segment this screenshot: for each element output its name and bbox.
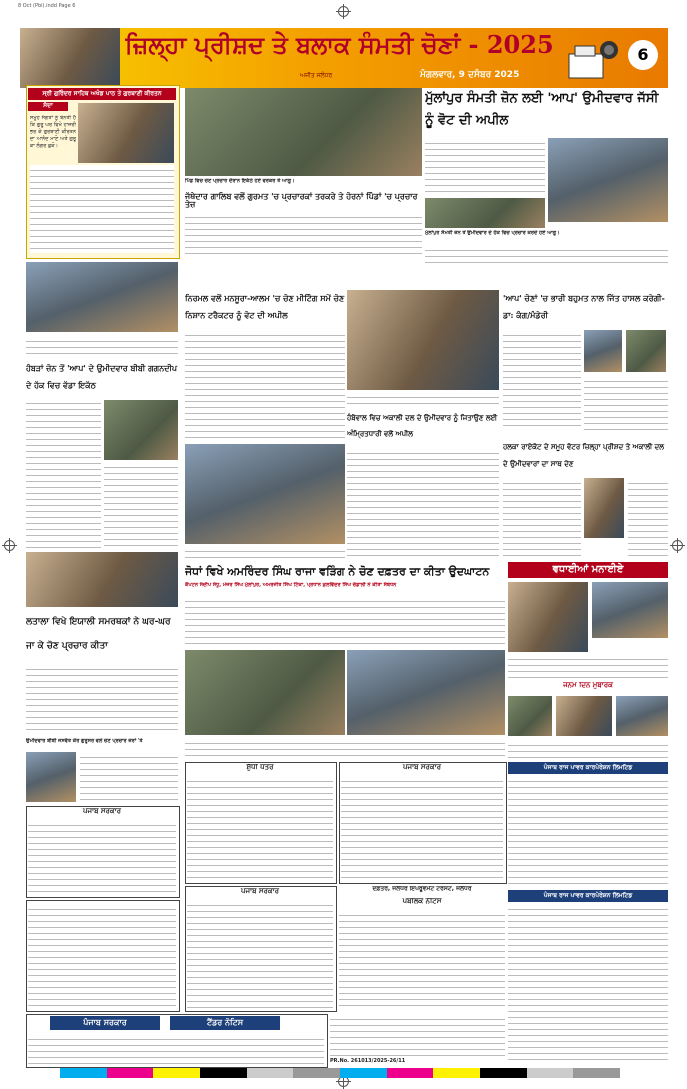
couple-photo (592, 582, 668, 638)
greetings-header: ਵਧਾਈਆਂ ਮਨਾਈਏ (508, 562, 668, 578)
edition-label: ਅਜੀਤ ਜਲੰਧਰ (300, 72, 333, 79)
gurdwara-photo (78, 103, 174, 163)
story-headline: ਜੋਧਾਂ ਵਿਖੇ ਅਮਰਿੰਦਰ ਸਿੰਘ ਰਾਜਾ ਵੜਿੰਗ ਨੇ ਚੋਣ ਦਫ਼ਤਰ ਦਾ ਕੀਤਾ ਉਦਘਾਟਨ (185, 565, 490, 578)
ad-subtitle: ਸੱਦਾ (28, 102, 68, 111)
notice-text (187, 900, 333, 1008)
story-text (26, 664, 178, 734)
story-photo (104, 400, 178, 460)
story-text (185, 596, 505, 646)
registration-mark (672, 540, 683, 551)
story-headline: ਮੁੱਲਾਂਪੁਰ ਸੰਮਤੀ ਜ਼ੋਨ ਲਈ 'ਆਪ' ਉਮੀਦਵਾਰ ਜੱਸੀ ਨੂੰ ਵੋਟ ਦੀ ਅਪੀਲ (425, 91, 659, 128)
story-text (628, 478, 668, 558)
notice-text (330, 1014, 505, 1058)
notice-office: ਦਫ਼ਤਰ, ਜਲੰਧਰ ਇੰਪਰੂਵਮੈਂਟ ਟਰੱਸਟ, ਜਲੰਧਰ (372, 886, 472, 892)
portrait-photo (616, 696, 668, 736)
notice-title: ਪਬਲਿਕ ਨੋਟਿਸ (402, 898, 442, 905)
story-headline: ਜੱਥੇਦਾਰ ਗਾਲਿਬ ਵਲੋਂ ਗੁਰਮਤ 'ਚ ਪ੍ਰਚਾਰਕਾਂ ਤਰਕਰੇ ਤੇ ਹੋਰਨਾਂ ਪਿੰਡਾਂ 'ਚ ਪ੍ਰਚਾਰ ਤੇਜ਼ (185, 192, 418, 208)
story-text (584, 376, 668, 430)
story-text (425, 245, 668, 265)
story-photo (548, 138, 668, 222)
story-photo (26, 262, 178, 332)
story-photo (347, 650, 505, 735)
portrait-photo (508, 696, 552, 736)
ad-body: ਸਮੂਹ ਸੰਗਤਾਂ ਨੂੰ ਬੇਨਤੀ ਹੈ ਕਿ ਗੁਰੂ ਘਰ ਵਿਖੇ ਹਾਜ਼ਰੀ ਭਰ ਕੇ ਗੁਰਬਾਣੀ ਕੀਰਤਨ ਦਾ ਆਨੰਦ ਮਾਣੋ ਅਤੇ ਗੁਰੂ ਕਾ ਲੰਗਰ ਛਕੋ। (30, 115, 76, 149)
story-text (80, 752, 178, 802)
story-text (185, 330, 345, 440)
portrait-photo (556, 696, 612, 736)
registration-mark (338, 6, 349, 17)
story-headline: ਉਮੀਦਵਾਰ ਬੀਬੀ ਜਸਵੰਤ ਕੌਰ ਗੁਰੂਸਰ ਵਲੋਂ ਚੋਣ ਪ੍ਰਚਾਰ ਜ਼ੋਰਾਂ 'ਤੇ (26, 738, 143, 744)
notice-title: ਪੰਜਾਬ ਸਰਕਾਰ (402, 764, 441, 771)
portrait-photo (584, 330, 622, 372)
story-text (26, 398, 101, 548)
story-photo (185, 444, 345, 544)
portrait-photo (584, 478, 624, 538)
story-text (185, 212, 422, 257)
story-text (26, 336, 178, 356)
greeting-text (508, 740, 668, 758)
ad-text-lines (30, 165, 174, 253)
story-headline: ਲਤਾਲਾ ਵਿਖੇ ਇਯਾਲੀ ਸਮਰਥਕਾਂ ਨੇ ਘਰ-ਘਰ ਜਾ ਕੇ ਚੋਣ ਪ੍ਰਚਾਰ ਕੀਤਾ (26, 617, 171, 651)
family-photo (508, 582, 588, 652)
story-headline: 'ਆਪ' ਚੋਣਾਂ 'ਚ ਭਾਰੀ ਬਹੁਮਤ ਨਾਲ ਜਿੱਤ ਹਾਸਲ ਕਰੇਗੀ-ਡਾ: ਕੰਗ/ਮੰਡੇਰੀ (503, 293, 665, 320)
birthday-header: ਜਨਮ ਦਿਨ ਮੁਬਾਰਕ (563, 682, 613, 689)
story-text (503, 330, 581, 430)
notice-text (508, 904, 668, 1060)
story-headline: ਹੰਬੋਵਾਲ ਵਿਚ ਅਕਾਲੀ ਦਲ ਦੇ ਉਮੀਦਵਾਰ ਨੂੰ ਜਿਤਾਉਣ ਲਈ ਅੰਮ੍ਰਿਤਧਾਰੀ ਵਲੋਂ ਅਪੀਲ (347, 413, 498, 438)
print-line: 8 Oct (Pbi).indd Page 6 (18, 3, 76, 9)
notice-text (187, 776, 333, 880)
color-calibration-bar (60, 1068, 620, 1078)
story-text (185, 546, 345, 558)
notice-title: ਸ਼ੁੱਧੀ ਪੱਤਰ (246, 764, 274, 771)
story-text (104, 462, 178, 548)
notice-text (508, 776, 668, 886)
portrait-photo (26, 752, 76, 802)
story-photo (26, 552, 178, 607)
photo-caption: ਮੁੱਲਾਂਪੁਰ ਸੰਮਤੀ ਜ਼ੋਨ ਤੋਂ ਉਮੀਦਵਾਰ ਦੇ ਹੱਕ ਵਿਚ ਪ੍ਰਚਾਰ ਕਰਦੇ ਹੋਏ ਆਗੂ। (425, 230, 560, 236)
notice-text (28, 904, 176, 1006)
page-number: 6 (628, 40, 658, 70)
registration-mark (4, 540, 15, 551)
portrait-photo (626, 330, 666, 372)
page-title: ਜ਼ਿਲ੍ਹਾ ਪ੍ਰੀਸ਼ਦ ਤੇ ਬਲਾਕ ਸੰਮਤੀ ਚੋਣਾਂ - 2025 (125, 30, 554, 59)
page-date: ਮੰਗਲਵਾਰ, 9 ਦਸੰਬਰ 2025 (420, 70, 520, 80)
tender-sarkar: ਪੰਜਾਬ ਸਰਕਾਰ (50, 1016, 160, 1030)
greeting-text (508, 654, 668, 678)
story-text (503, 478, 581, 558)
notice-title: ਪੰਜਾਬ ਰਾਜ ਪਾਵਰ ਕਾਰਪੋਰੇਸ਼ਨ ਲਿਮਟਿਡ (508, 762, 668, 774)
story-text (347, 448, 499, 558)
story-headline: ਹਲਕਾ ਰਾਏਕੋਟ ਦੇ ਸਮੂਹ ਵੋਟਰ ਜ਼ਿਲ੍ਹਾ ਪ੍ਰੀਸ਼ਦ ਤੇ ਅਕਾਲੀ ਦਲ ਦੇ ਉਮੀਦਵਾਰਾਂ ਦਾ ਸਾਥ ਦੇਣ (503, 442, 664, 468)
notice-title: ਪੰਜਾਬ ਸਰਕਾਰ (82, 808, 121, 815)
notice-text (341, 776, 503, 880)
pr-number: PR.No. 261013/2025-26/11 (330, 1058, 406, 1064)
story-text (425, 138, 545, 194)
notice-text (339, 910, 505, 1010)
story-photo (425, 198, 545, 228)
story-text (347, 392, 499, 406)
story-text (185, 738, 505, 758)
story-photo (185, 88, 422, 176)
ballot-box-icon (565, 34, 620, 82)
story-headline: ਨਿਰਮਲ ਵਲੋਂ ਮਨਸੂਰਾ-ਆਲਮ 'ਚ ਚੋਣ ਮੀਟਿੰਗ ਸਮੇਂ ਚੋਣ ਨਿਸ਼ਾਨ ਟਰੈਕਟਰ ਨੂੰ ਵੋਟ ਦੀ ਅਪੀਲ (185, 293, 345, 320)
tender-title: ਟੈਂਡਰ ਨੋਟਿਸ (170, 1016, 280, 1030)
story-photo (347, 290, 499, 390)
notice-title: ਪੰਜਾਬ ਸਰਕਾਰ (240, 888, 279, 895)
tender-text (28, 1034, 324, 1064)
story-headline: ਹੰਬੜਾਂ ਜ਼ੋਨ ਤੋਂ 'ਆਪ' ਦੇ ਉਮੀਦਵਾਰ ਬੀਬੀ ਗਗਨਦੀਪ ਦੇ ਹੱਕ ਵਿਚ ਵੱਡਾ ਇਕੱਠ (26, 363, 178, 390)
notice-text (28, 820, 176, 894)
story-subhead: ਕੈਪਟਨ ਸੰਦੀਪ ਸੰਧੂ, ਮੇਜਰ ਸਿੰਘ ਮੁੱਲਾਂਪੁਰ, ਅਮਰਜੀਤ ਸਿੰਘ ਟਿੱਕਾ, ਪ੍ਰਧਾਨ ਕੁਲਵਿੰਦਰ ਸਿੰਘ ਚੰਡਾਲੀ ਨੇ ਕੀਤਾ ਸੰਬੋਧਨ (185, 582, 397, 588)
story-photo (185, 650, 345, 735)
notice-title: ਪੰਜਾਬ ਰਾਜ ਪਾਵਰ ਕਾਰਪੋਰੇਸ਼ਨ ਲਿਮਟਿਡ (508, 890, 668, 902)
masthead-photo (20, 28, 120, 88)
photo-caption: ਪਿੰਡ ਵਿਚ ਚੋਣ ਪ੍ਰਚਾਰ ਦੌਰਾਨ ਇਕੱਠੇ ਹੋਏ ਵਰਕਰ ਤੇ ਆਗੂ। (185, 178, 295, 184)
ad-title: ਸ੍ਰੀ ਗੁਰਿੰਦਰ ਸਾਹਿਬ ਅਖੰਡ ਪਾਠ ਤੇ ਗੁਰਬਾਣੀ ਕੀਰਤਨ (28, 88, 176, 100)
